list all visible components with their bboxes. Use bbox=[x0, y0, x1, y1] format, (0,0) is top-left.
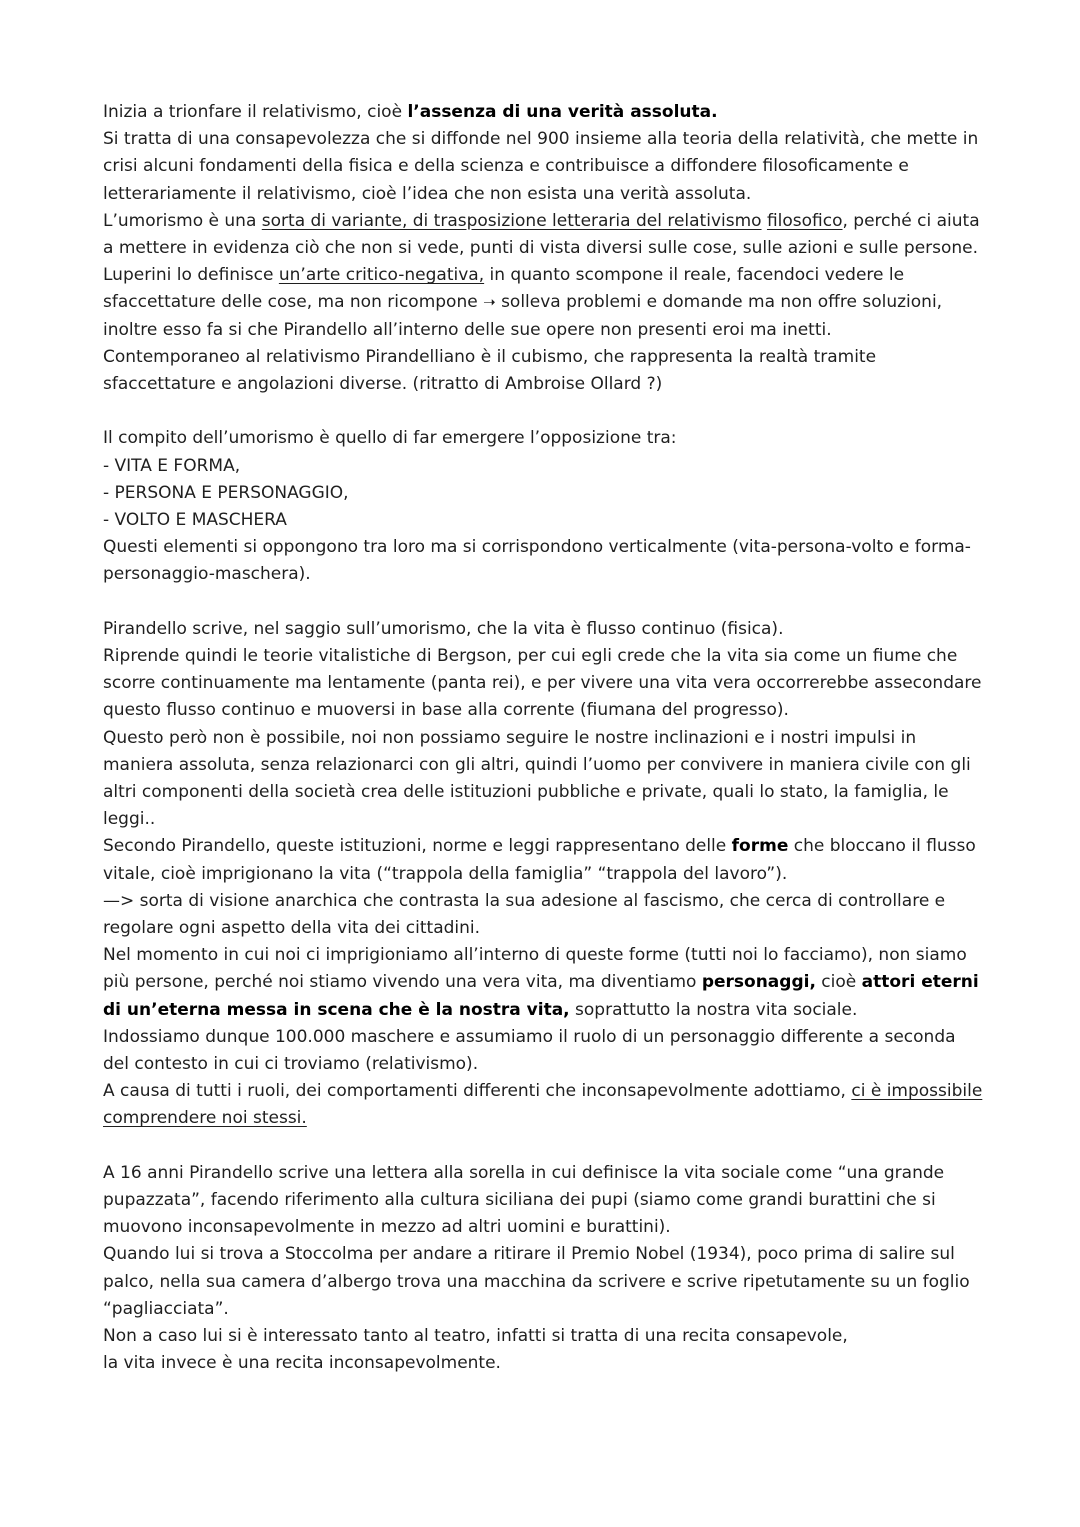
paragraph-bergson: Riprende quindi le teorie vitalistiche di Bergson, per cui egli crede che la vita sia come un fiume che scorre continuamente ma lentamente (panta rei), e per vivere una vita vera occorrerebbe assecondare questo flusso continuo e muoversi in base alla corrente (fiumana del progresso). bbox=[103, 646, 982, 721]
paragraph-gap bbox=[103, 1133, 983, 1160]
paragraph-istituzioni: Questo però non è possibile, noi non possiamo seguire le nostre inclinazioni e i nostri impulsi in maniera assoluta, senza relazionarci con gli altri, quindi l’uomo per convivere in maniera civile con gli altri componenti della società crea delle istituzioni pubbliche e private, quali lo stato, la famiglia, le leggi.. bbox=[103, 727, 971, 830]
text: in quanto scompone il reale, facendoci vedere le sfaccettature delle cose, ma non ricompone bbox=[103, 265, 905, 313]
paragraph-compito: Il compito dell’umorismo è quello di far emergere l’opposizione tra: bbox=[103, 428, 677, 449]
arrow-right-icon: ➝ bbox=[483, 293, 496, 312]
text: solleva problemi e domande ma non offre soluzioni, inoltre esso fa si che Pirandello all’interno delle sue opere non presenti eroi ma inetti. bbox=[103, 292, 943, 340]
text: Luperini lo definisce bbox=[103, 265, 279, 286]
underlined-text: un’arte critico-negativa, bbox=[278, 265, 485, 286]
bold-text: personaggi, bbox=[701, 972, 816, 993]
paragraph-elementi: Questi elementi si oppongono tra loro ma si corrispondono verticalmente (vita-persona-volto e forma-personaggio-maschera). bbox=[103, 537, 971, 585]
list-item: - VOLTO E MASCHERA bbox=[103, 510, 287, 531]
text: A causa di tutti i ruoli, dei comportamenti differenti che inconsapevolmente adottiamo, bbox=[103, 1081, 852, 1102]
text: Inizia a trionfare il relativismo, cioè bbox=[103, 102, 408, 122]
paragraph-gap bbox=[103, 589, 983, 616]
text: che bloccano il flusso vitale, cioè imprigionano la vita (“trappola della famiglia” “trappola del lavoro”). bbox=[103, 836, 976, 884]
paragraph-forme bbox=[103, 833, 983, 887]
paragraph-recita: la vita invece è una recita inconsapevolmente. bbox=[103, 1353, 501, 1374]
underlined-text: filosofico bbox=[766, 210, 843, 231]
text: cioè bbox=[815, 972, 862, 993]
paragraph-stoccolma: Quando lui si trova a Stoccolma per andare a ritirare il Premio Nobel (1934), poco prima di salire sul palco, nella sua camera d’albergo trova una macchina da scrivere e scrive ripetutamente su un foglio “pagliacciata”. bbox=[103, 1244, 970, 1319]
paragraph-personaggi bbox=[103, 942, 983, 1024]
text: Nel momento in cui noi ci imprigioniamo all’interno di queste forme (tutti noi lo facciamo), non siamo più persone, perché noi stiamo vivendo una vera vita, ma diventiamo bbox=[103, 945, 967, 993]
underlined-text: sorta di variante, di trasposizione letteraria del relativismo bbox=[261, 210, 762, 231]
underlined-text: ci è impossibile comprendere noi stessi. bbox=[103, 1081, 983, 1129]
paragraph-relativismo bbox=[103, 99, 983, 126]
paragraph-consapevolezza: Si tratta di una consapevolezza che si diffonde nel 900 insieme alla teoria della relatività, che mette in crisi alcuni fondamenti della fisica e della scienza e contribuisce a diffondere filosoficamente e letterariamente il relativismo, cioè l’idea che non esista una verità assoluta. bbox=[103, 129, 979, 204]
list-item: - VITA E FORMA, bbox=[103, 455, 241, 476]
paragraph-ruoli bbox=[103, 1078, 983, 1132]
text: soprattutto la nostra vita sociale. bbox=[569, 999, 858, 1020]
bold-text: l’assenza di una verità assoluta. bbox=[407, 102, 718, 122]
bold-text: forme bbox=[731, 836, 789, 857]
text: Secondo Pirandello, queste istituzioni, norme e leggi rappresentano delle bbox=[103, 836, 732, 857]
paragraph-umorismo bbox=[103, 208, 983, 262]
paragraph-flusso: Pirandello scrive, nel saggio sull’umorismo, che la vita è flusso continuo (fisica). bbox=[103, 618, 784, 639]
bold-text: attori eterni di un’eterna messa in scena che è la nostra vita, bbox=[103, 972, 979, 1020]
paragraph-cubismo: Contemporaneo al relativismo Pirandelliano è il cubismo, che rappresenta la realtà tramite sfaccettature e angolazioni diverse. (ritratto di Ambroise Ollard ?) bbox=[103, 346, 877, 395]
text: , perché ci aiuta a mettere in evidenza ciò che non si vede, punti di vista diversi sulle cose, sulle azioni e sulle persone. bbox=[103, 210, 980, 259]
paragraph-anarchica: —> sorta di visione anarchica che contrasta la sua adesione al fascismo, che cerca di controllare e regolare ogni aspetto della vita dei cittadini. bbox=[103, 890, 946, 939]
paragraph-maschere: Indossiamo dunque 100.000 maschere e assumiamo il ruolo di un personaggio differente a seconda del contesto in cui ci troviamo (relativismo). bbox=[103, 1026, 956, 1075]
text: L’umorismo è una bbox=[103, 210, 262, 231]
paragraph-lettera: A 16 anni Pirandello scrive una lettera alla sorella in cui definisce la vita sociale come “una grande pupazzata”, facendo riferimento alla cultura siciliana dei pupi (siamo come grandi burattini che si muovono inconsapevolmente in mezzo ad altri uomini e burattini). bbox=[103, 1162, 945, 1238]
document-page bbox=[103, 99, 983, 1378]
paragraph-teatro: Non a caso lui si è interessato tanto al teatro, infatti si tratta di una recita consapevole, bbox=[103, 1326, 848, 1347]
paragraph-luperini bbox=[103, 262, 983, 344]
list-item: - PERSONA E PERSONAGGIO, bbox=[103, 482, 349, 503]
paragraph-gap bbox=[103, 398, 983, 425]
